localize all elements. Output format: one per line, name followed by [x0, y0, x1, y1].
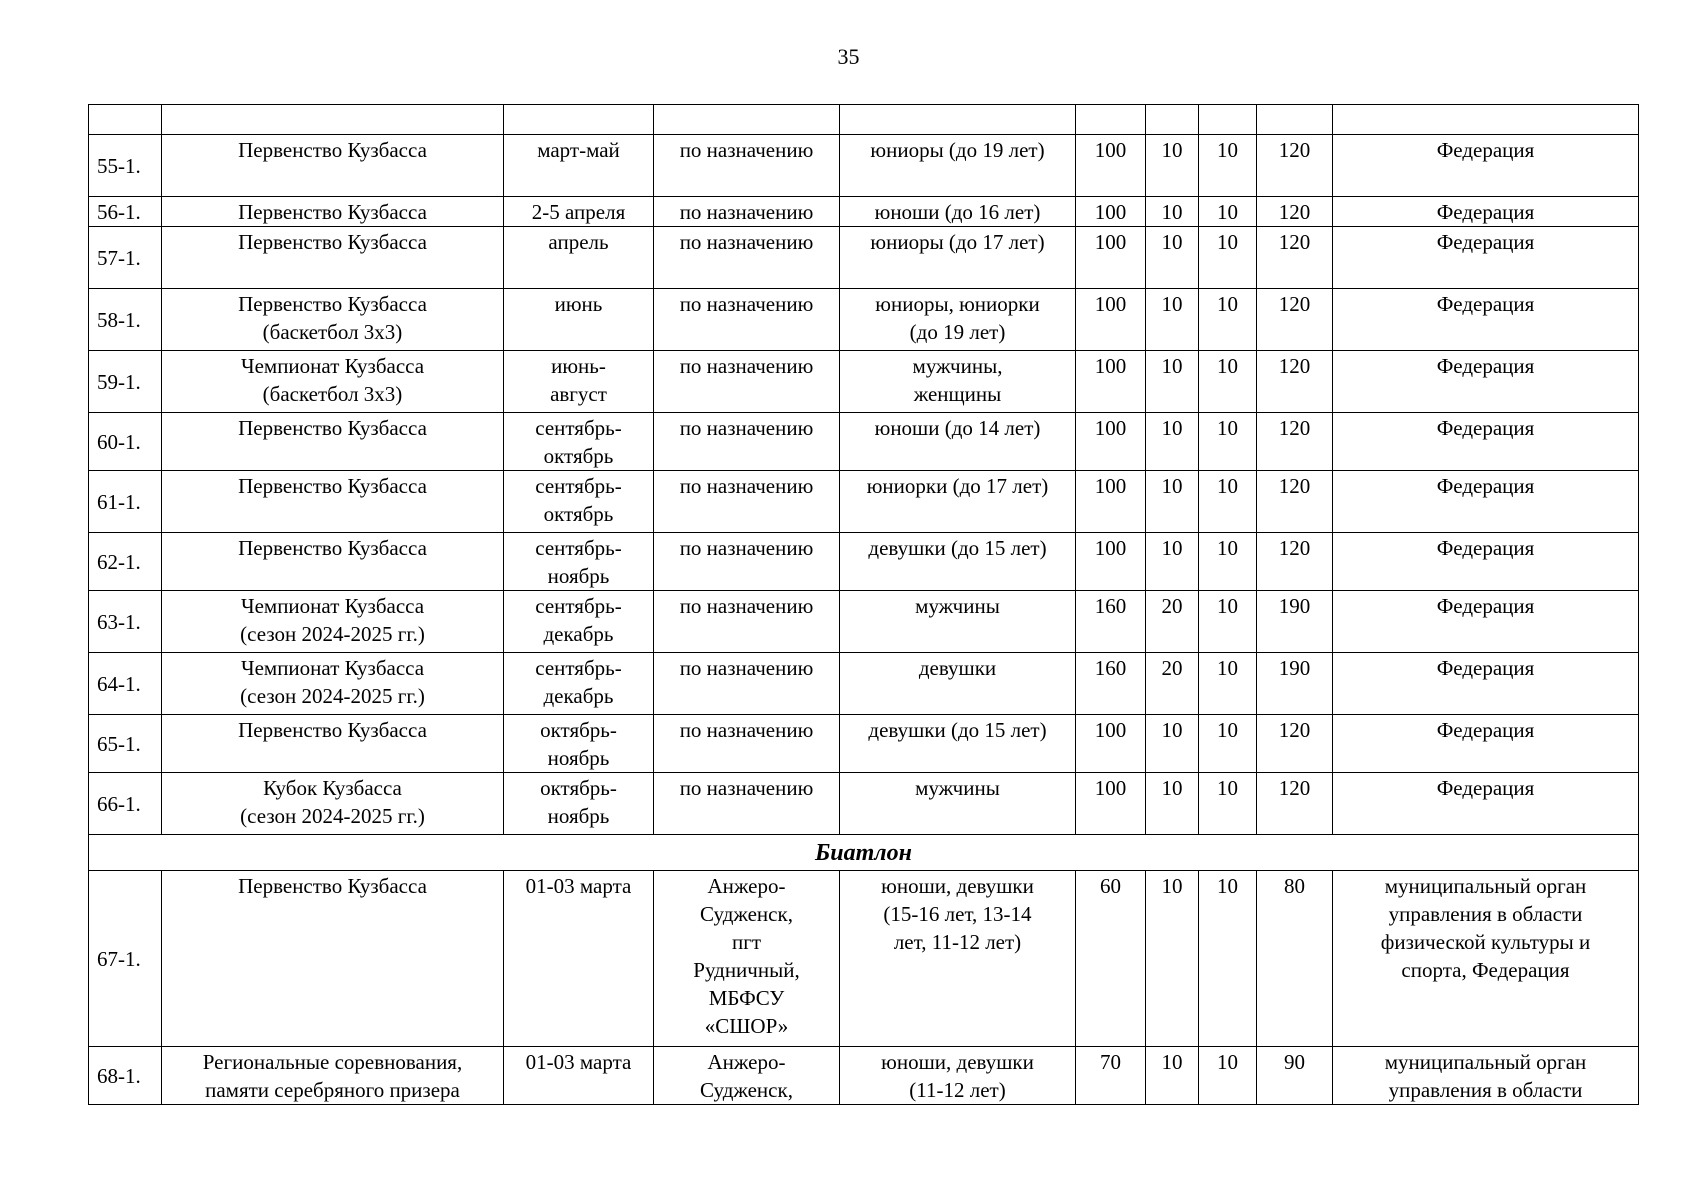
participants: девушки (до 15 лет) — [840, 533, 1076, 591]
header-row — [89, 105, 1639, 135]
header-cell — [162, 105, 504, 135]
total-count: 120 — [1257, 227, 1333, 289]
row-number: 67-1. — [89, 871, 162, 1047]
section-title: Биатлон — [89, 835, 1639, 871]
count-3: 10 — [1199, 351, 1257, 413]
table-row — [89, 289, 1639, 351]
event-place: по назначению — [654, 413, 840, 471]
row-number: 68-1. — [89, 1047, 162, 1105]
event-dates: октябрь- ноябрь — [504, 773, 654, 835]
organizer: Федерация — [1333, 289, 1639, 351]
header-cell — [1257, 105, 1333, 135]
count-2: 20 — [1146, 591, 1199, 653]
event-dates: 01-03 марта — [504, 871, 654, 1047]
count-2: 10 — [1146, 227, 1199, 289]
participants: юноши (до 16 лет) — [840, 197, 1076, 227]
total-count: 120 — [1257, 533, 1333, 591]
table-row — [89, 197, 1639, 227]
organizer: Федерация — [1333, 715, 1639, 773]
participants: юноши, девушки (11-12 лет) — [840, 1047, 1076, 1105]
event-dates: сентябрь- ноябрь — [504, 533, 654, 591]
table-row — [89, 591, 1639, 653]
count-1: 100 — [1076, 773, 1146, 835]
event-dates: июнь- август — [504, 351, 654, 413]
event-name: Первенство Кузбасса — [162, 227, 504, 289]
count-3: 10 — [1199, 871, 1257, 1047]
count-1: 60 — [1076, 871, 1146, 1047]
total-count: 120 — [1257, 773, 1333, 835]
row-number: 57-1. — [89, 227, 162, 289]
row-number: 64-1. — [89, 653, 162, 715]
count-2: 10 — [1146, 715, 1199, 773]
event-place: по назначению — [654, 591, 840, 653]
count-1: 100 — [1076, 197, 1146, 227]
header-cell — [1333, 105, 1639, 135]
row-number: 63-1. — [89, 591, 162, 653]
count-1: 100 — [1076, 471, 1146, 533]
row-number: 62-1. — [89, 533, 162, 591]
count-1: 100 — [1076, 413, 1146, 471]
count-3: 10 — [1199, 227, 1257, 289]
organizer: Федерация — [1333, 653, 1639, 715]
total-count: 190 — [1257, 591, 1333, 653]
event-place: по назначению — [654, 533, 840, 591]
count-3: 10 — [1199, 135, 1257, 197]
section-row — [89, 835, 1639, 871]
table-row — [89, 871, 1639, 1047]
row-number: 58-1. — [89, 289, 162, 351]
row-number: 59-1. — [89, 351, 162, 413]
event-name: Первенство Кузбасса — [162, 471, 504, 533]
event-name: Чемпионат Кузбасса (сезон 2024-2025 гг.) — [162, 591, 504, 653]
count-2: 20 — [1146, 653, 1199, 715]
participants: девушки — [840, 653, 1076, 715]
organizer: Федерация — [1333, 471, 1639, 533]
event-place: Анжеро- Судженск, — [654, 1047, 840, 1105]
participants: мужчины — [840, 591, 1076, 653]
organizer: Федерация — [1333, 135, 1639, 197]
organizer: Федерация — [1333, 413, 1639, 471]
participants: юноши (до 14 лет) — [840, 413, 1076, 471]
header-cell — [1199, 105, 1257, 135]
header-cell — [504, 105, 654, 135]
event-dates: 01-03 марта — [504, 1047, 654, 1105]
organizer: Федерация — [1333, 533, 1639, 591]
events-table — [88, 104, 1639, 1105]
table-row — [89, 227, 1639, 289]
participants: юноши, девушки (15-16 лет, 13-14 лет, 11-12 лет) — [840, 871, 1076, 1047]
event-place: по назначению — [654, 715, 840, 773]
total-count: 120 — [1257, 197, 1333, 227]
organizer: Федерация — [1333, 227, 1639, 289]
event-place: по назначению — [654, 351, 840, 413]
row-number: 61-1. — [89, 471, 162, 533]
participants: мужчины, женщины — [840, 351, 1076, 413]
participants: мужчины — [840, 773, 1076, 835]
event-place: по назначению — [654, 471, 840, 533]
count-2: 10 — [1146, 1047, 1199, 1105]
event-dates: сентябрь- декабрь — [504, 591, 654, 653]
event-dates: сентябрь- октябрь — [504, 471, 654, 533]
organizer: Федерация — [1333, 773, 1639, 835]
count-1: 100 — [1076, 227, 1146, 289]
header-cell — [1076, 105, 1146, 135]
participants: девушки (до 15 лет) — [840, 715, 1076, 773]
count-3: 10 — [1199, 591, 1257, 653]
event-name: Чемпионат Кузбасса (сезон 2024-2025 гг.) — [162, 653, 504, 715]
participants: юниорки (до 17 лет) — [840, 471, 1076, 533]
event-name: Первенство Кузбасса — [162, 715, 504, 773]
total-count: 80 — [1257, 871, 1333, 1047]
count-3: 10 — [1199, 653, 1257, 715]
event-place: по назначению — [654, 773, 840, 835]
count-3: 10 — [1199, 197, 1257, 227]
row-number: 55-1. — [89, 135, 162, 197]
header-cell — [89, 105, 162, 135]
count-2: 10 — [1146, 773, 1199, 835]
organizer: Федерация — [1333, 351, 1639, 413]
page-number: 35 — [837, 44, 860, 69]
table-row — [89, 471, 1639, 533]
table-row — [89, 653, 1639, 715]
event-name: Первенство Кузбасса — [162, 533, 504, 591]
participants: юниоры (до 19 лет) — [840, 135, 1076, 197]
total-count: 120 — [1257, 715, 1333, 773]
row-number: 60-1. — [89, 413, 162, 471]
table-row — [89, 1047, 1639, 1105]
event-place: по назначению — [654, 653, 840, 715]
count-1: 70 — [1076, 1047, 1146, 1105]
count-1: 100 — [1076, 715, 1146, 773]
row-number: 65-1. — [89, 715, 162, 773]
count-1: 100 — [1076, 533, 1146, 591]
event-place: Анжеро- Судженск, пгт Рудничный, МБФСУ «СШОР» — [654, 871, 840, 1047]
count-3: 10 — [1199, 471, 1257, 533]
table-row — [89, 533, 1639, 591]
table-row — [89, 773, 1639, 835]
total-count: 120 — [1257, 471, 1333, 533]
organizer: Федерация — [1333, 591, 1639, 653]
event-place: по назначению — [654, 289, 840, 351]
header-cell — [1146, 105, 1199, 135]
event-name: Первенство Кузбасса — [162, 871, 504, 1047]
count-1: 100 — [1076, 289, 1146, 351]
table-row — [89, 135, 1639, 197]
count-3: 10 — [1199, 773, 1257, 835]
participants: юниоры (до 17 лет) — [840, 227, 1076, 289]
event-dates: сентябрь- октябрь — [504, 413, 654, 471]
count-3: 10 — [1199, 289, 1257, 351]
count-3: 10 — [1199, 533, 1257, 591]
count-1: 100 — [1076, 351, 1146, 413]
event-dates: октябрь- ноябрь — [504, 715, 654, 773]
count-2: 10 — [1146, 471, 1199, 533]
organizer: муниципальный орган управления в области физической культуры и спорта, Федерация — [1333, 871, 1639, 1047]
total-count: 120 — [1257, 135, 1333, 197]
organizer: Федерация — [1333, 197, 1639, 227]
event-name: Первенство Кузбасса — [162, 197, 504, 227]
table-row — [89, 351, 1639, 413]
total-count: 120 — [1257, 289, 1333, 351]
event-name: Первенство Кузбасса — [162, 413, 504, 471]
count-1: 160 — [1076, 653, 1146, 715]
event-dates: 2-5 апреля — [504, 197, 654, 227]
organizer: муниципальный орган управления в области — [1333, 1047, 1639, 1105]
total-count: 120 — [1257, 413, 1333, 471]
row-number: 56-1. — [89, 197, 162, 227]
event-name: Региональные соревнования, памяти серебряного призера — [162, 1047, 504, 1105]
event-name: Первенство Кузбасса — [162, 135, 504, 197]
count-2: 10 — [1146, 135, 1199, 197]
header-cell — [840, 105, 1076, 135]
event-place: по назначению — [654, 227, 840, 289]
count-2: 10 — [1146, 413, 1199, 471]
count-3: 10 — [1199, 715, 1257, 773]
count-3: 10 — [1199, 1047, 1257, 1105]
table-row — [89, 413, 1639, 471]
count-1: 100 — [1076, 135, 1146, 197]
event-dates: июнь — [504, 289, 654, 351]
event-dates: апрель — [504, 227, 654, 289]
count-3: 10 — [1199, 413, 1257, 471]
event-dates: март-май — [504, 135, 654, 197]
event-dates: сентябрь- декабрь — [504, 653, 654, 715]
count-2: 10 — [1146, 351, 1199, 413]
event-name: Первенство Кузбасса (баскетбол 3х3) — [162, 289, 504, 351]
count-2: 10 — [1146, 197, 1199, 227]
event-name: Чемпионат Кузбасса (баскетбол 3х3) — [162, 351, 504, 413]
total-count: 90 — [1257, 1047, 1333, 1105]
count-2: 10 — [1146, 871, 1199, 1047]
count-1: 160 — [1076, 591, 1146, 653]
count-2: 10 — [1146, 533, 1199, 591]
event-place: по назначению — [654, 135, 840, 197]
count-2: 10 — [1146, 289, 1199, 351]
participants: юниоры, юниорки (до 19 лет) — [840, 289, 1076, 351]
total-count: 190 — [1257, 653, 1333, 715]
table-row — [89, 715, 1639, 773]
total-count: 120 — [1257, 351, 1333, 413]
header-cell — [654, 105, 840, 135]
row-number: 66-1. — [89, 773, 162, 835]
event-place: по назначению — [654, 197, 840, 227]
event-name: Кубок Кузбасса (сезон 2024-2025 гг.) — [162, 773, 504, 835]
